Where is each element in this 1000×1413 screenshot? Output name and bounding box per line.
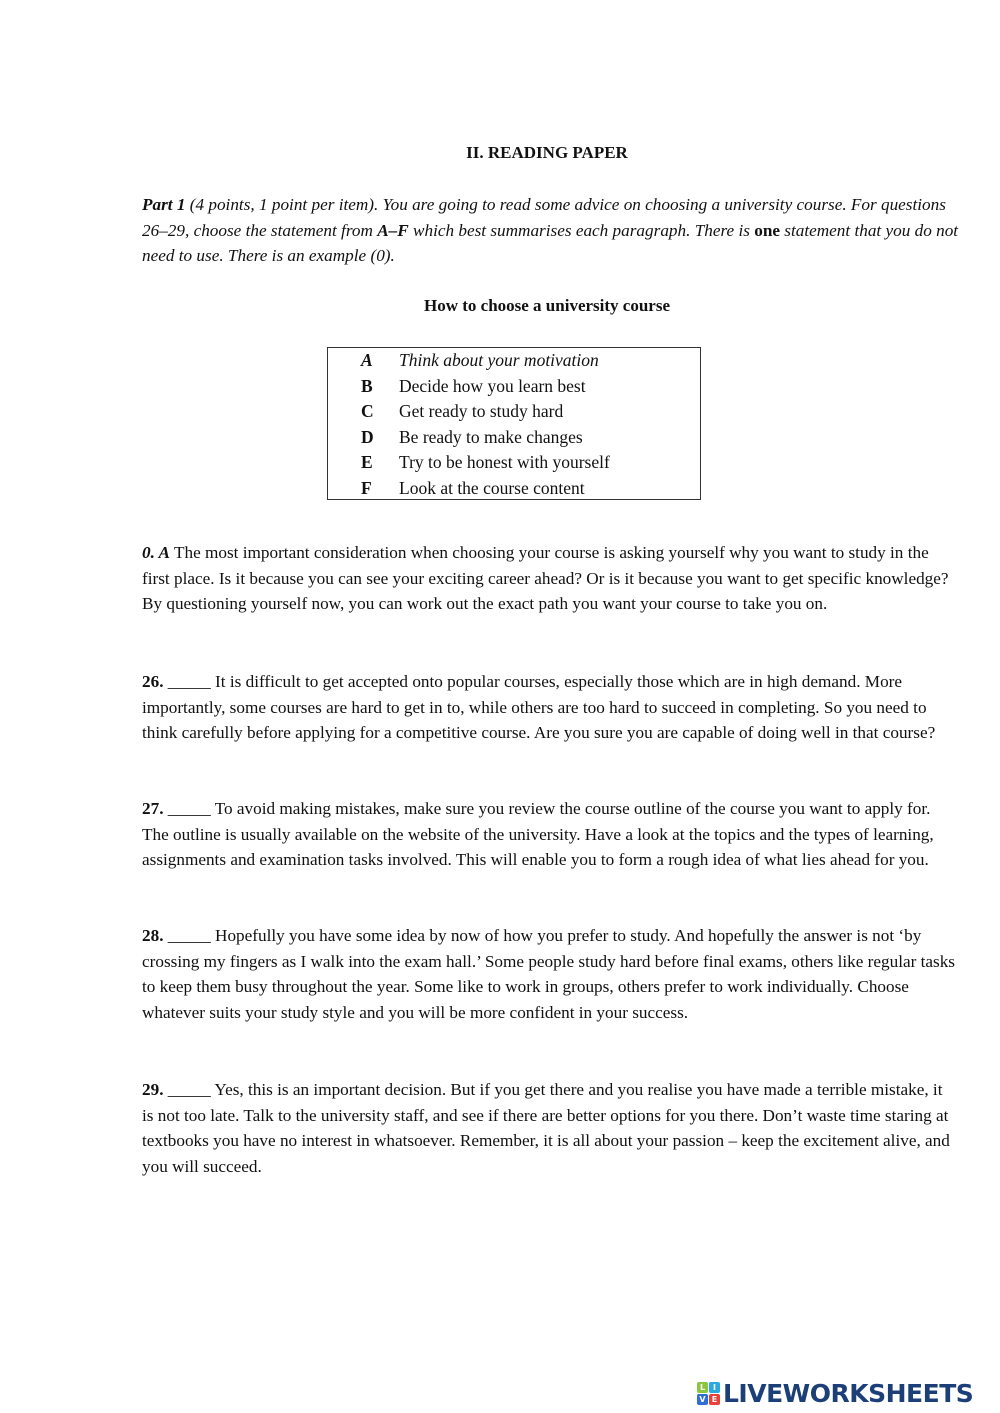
option-d <box>328 425 700 451</box>
logo-tile-i: I <box>709 1382 720 1393</box>
option-range: A–F <box>377 220 409 240</box>
option-f <box>328 476 700 502</box>
question-number: 0. A <box>142 543 171 562</box>
option-letter: C <box>361 401 374 422</box>
section-title: How to choose a university course <box>423 296 670 315</box>
logo-tile-e: E <box>709 1394 720 1405</box>
option-text: Decide how you learn best <box>399 375 586 396</box>
answer-blank[interactable]: _____ <box>163 1080 211 1099</box>
instructions-text-1: (4 points, 1 point per item). You are going to read some advice on choosing a university course. For questions 26–29, choose the statement from <box>142 195 946 240</box>
option-c <box>328 399 700 425</box>
logo-tile-l: L <box>697 1382 708 1393</box>
option-letter: D <box>361 426 374 447</box>
option-b <box>328 374 700 400</box>
question-number: 29. <box>142 1080 164 1099</box>
live-logo-icon <box>697 1382 720 1405</box>
instructions <box>142 192 962 269</box>
liveworksheets-logo <box>697 1379 973 1408</box>
paragraph-text: It is difficult to get accepted onto popular courses, especially those which are in high demand. More importantly, some courses are hard to get in to, while others are too hard to succeed in completing. So you need to think carefully before applying for a competitive course. Are you sure you are capable of doing well in that course? <box>142 672 936 743</box>
paragraph-28 <box>142 923 957 1025</box>
logo-tile-v: V <box>697 1394 708 1405</box>
question-number: 27. <box>142 799 164 818</box>
paragraph-text: Yes, this is an important decision. But if you get there and you realise you have made a terrible mistake, it is not too late. Talk to the university staff, and see if there are better options for you there. Don’t waste time staring at textbooks you have no interest in whatsoever. Remember, it is all about your passion – keep the excitement alive, and you will succeed. <box>142 1080 950 1176</box>
answer-blank[interactable]: _____ <box>163 926 211 945</box>
instructions-text-3: statement that you do not need to use. There is an example (0). <box>142 220 959 265</box>
paragraph-29 <box>142 1077 957 1179</box>
answer-blank[interactable]: _____ <box>163 672 211 691</box>
option-e <box>328 450 700 476</box>
paragraph-text: The most important consideration when choosing your course is asking yourself why you want to study in the first place. Is it because you can see your exciting career ahead? Or is it because you want to get specific knowledge? By questioning yourself now, you can work out the exact path you want your course to take you on. <box>142 543 949 614</box>
option-a <box>328 348 700 374</box>
option-text: Try to be honest with yourself <box>399 452 610 473</box>
paragraph-26 <box>142 669 957 746</box>
option-letter: E <box>361 452 373 473</box>
option-text: Look at the course content <box>399 477 585 498</box>
logo-text: LIVEWORKSHEETS <box>723 1379 974 1408</box>
option-text: Get ready to study hard <box>399 401 564 422</box>
paragraph-text: Hopefully you have some idea by now of how you prefer to study. And hopefully the answer is not ‘by crossing my fingers as I walk into the exam hall.’ Some people study hard before final exams, others like regular tasks to keep them busy throughout the year. Some like to work in groups, others prefer to work individually. Choose whatever suits your study style and you will be more confident in your success. <box>142 926 955 1022</box>
option-text: Think about your motivation <box>399 350 599 370</box>
paragraph-27 <box>142 796 957 873</box>
paragraph-text: To avoid making mistakes, make sure you review the course outline of the course you want to apply for. The outline is usually available on the website of the university. Have a look at the topics and the types of learning, assignments and examination tasks involved. This will enable you to form a rough idea of what lies ahead for you. <box>142 799 934 870</box>
instructions-text-2: which best summarises each paragraph. There is <box>408 220 755 240</box>
page-title: II. READING PAPER <box>466 143 628 162</box>
part-label: Part 1 <box>142 195 186 214</box>
question-number: 26. <box>142 672 164 691</box>
option-letter: A <box>361 350 373 370</box>
answer-blank[interactable]: _____ <box>163 799 211 818</box>
option-letter: B <box>361 375 373 396</box>
one-emphasis: one <box>754 220 780 240</box>
options-box <box>327 347 701 500</box>
question-number: 28. <box>142 926 164 945</box>
option-text: Be ready to make changes <box>399 426 583 447</box>
paragraph-example <box>142 540 957 617</box>
option-letter: F <box>361 477 372 498</box>
